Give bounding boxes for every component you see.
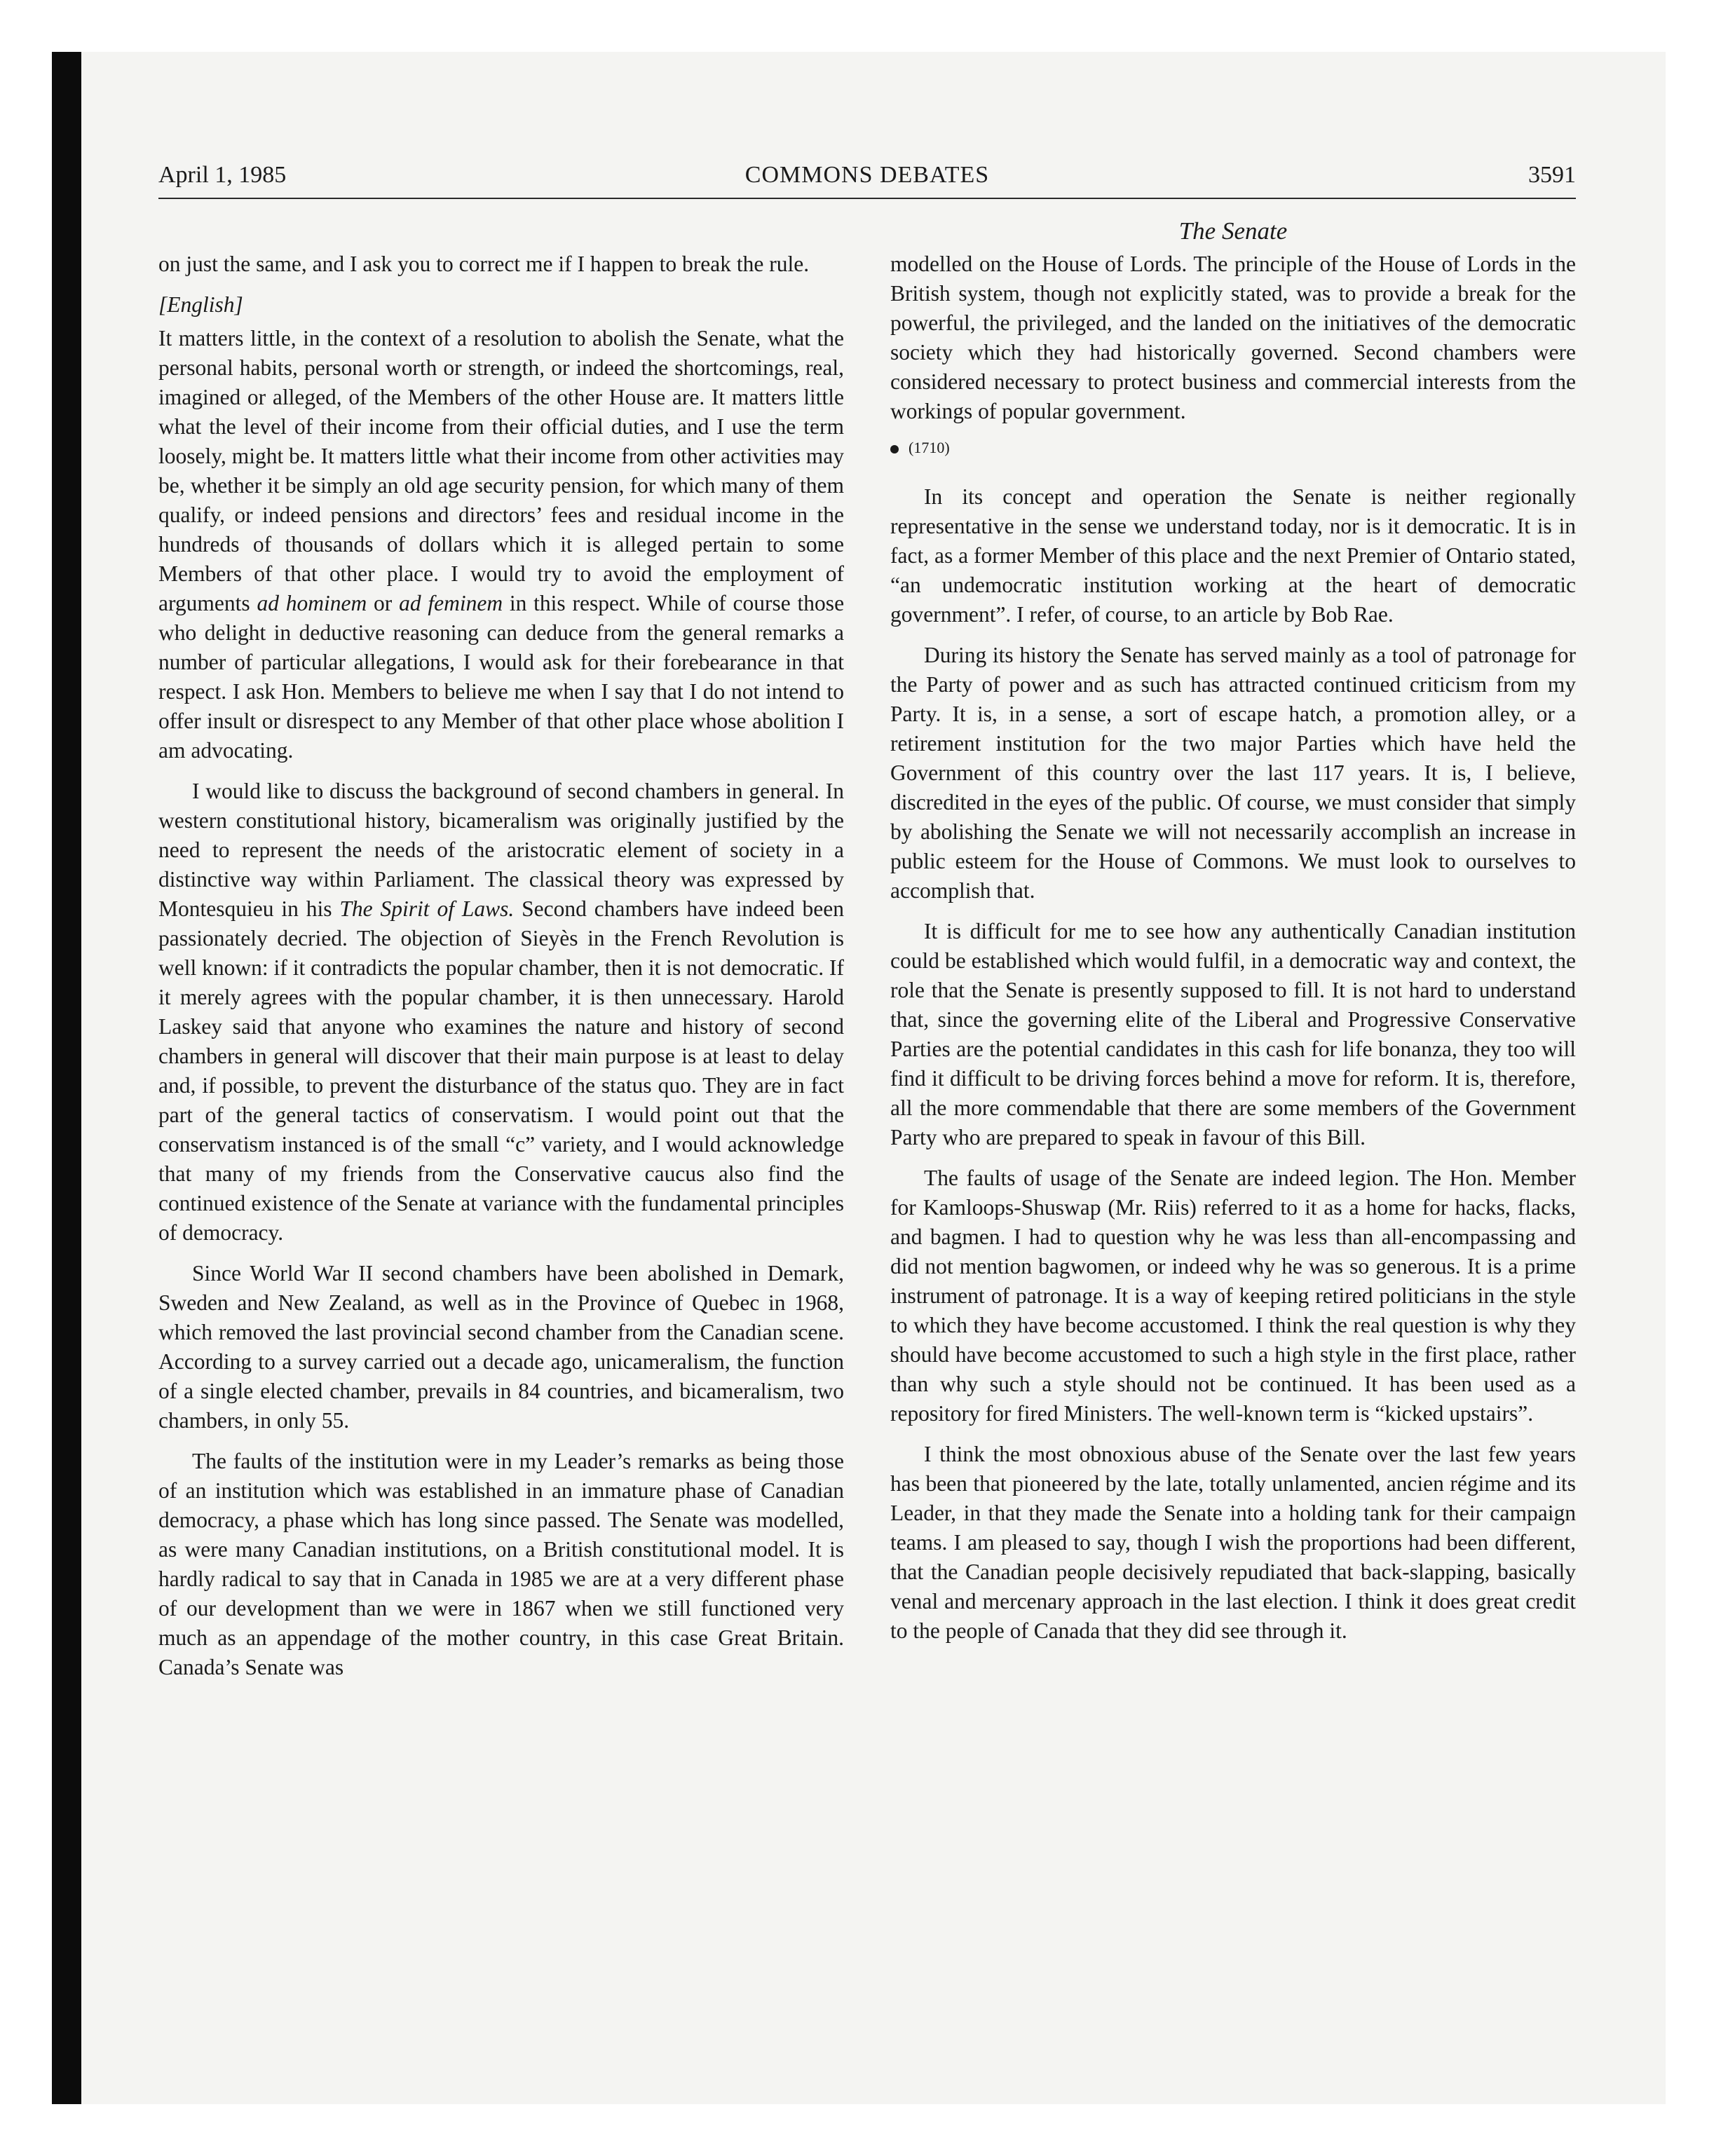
paragraph	[158, 777, 844, 1248]
header-title: COMMONS DEBATES	[744, 162, 990, 188]
paragraph: In its concept and operation the Senate is neither regionally representative in the sense we understand today, nor is it democratic. It is in fact, as a former Member of this place and the next Premier of Ontario stated, “an undemocratic institution working at the heart of democratic government”. I refer, of course, to an article by Bob Rae.	[890, 484, 1576, 627]
language-tag: [English]	[158, 292, 243, 317]
paragraph-text: Second chambers have indeed been passionately decried. The objection of Sieyès in the French Revolution is well known: if it contradicts the popular chamber, then it is not democratic. If it merely agrees with the popular chamber, it is then unnecessary. Harold Laskey said that anyone who examines the nature and history of second chambers in general will discover that their main purpose is at least to delay and, if possible, to prevent the disturbance of the status quo. They are in fact part of the general tactics of conservatism. I would point out that the conservatism instanced is of the small “c” variety, and I would acknowledge that many of my friends from the Conservative caucus also find the continued existence of the Senate at variance with the fundamental principles of democracy.	[158, 896, 844, 1245]
header-date: April 1, 1985	[158, 162, 287, 188]
paragraph: I think the most obnoxious abuse of the Senate over the last few years has been that pioneered by the late, totally unlamented, ancien régime and its Leader, in that they made the Senate into a holding tank for their campaign teams. I am pleased to say, though I wish the proportions had been different, that the Canadian people decisively repudiated that back-slapping, basically venal and mercenary approach in the last election. I think it does great credit to the people of Canada that they did see through it.	[890, 1442, 1576, 1643]
paragraph: on just the same, and I ask you to correct me if I happen to break the rule.	[158, 252, 810, 276]
time-marker-text: (1710)	[909, 439, 950, 456]
scan-edge-bar	[52, 52, 81, 2104]
right-column	[890, 250, 1576, 1657]
latin-term: ad feminem	[399, 591, 503, 615]
paragraph-text: I would like to discuss the background of second chambers in general. In western constitutional history, bicameralism was originally justified by the need to represent the needs of the aristocratic element of society in a distinctive way within Parliament. The classical theory was expressed by Montesquieu in his	[158, 779, 844, 921]
paragraph-text: It matters little, in the context of a resolution to abolish the Senate, what the personal habits, personal worth or strength, or indeed the shortcomings, real, imagined or alleged, of the Members of the other House are. It matters little what the level of their income from their official duties, and I use the term loosely, might be. It matters little what their income from other activities may be, whether it be simply an old age security pension, for which many of them qualify, or indeed pensions and directors’ fees and residual income in the hundreds of thousands of dollars which it is alleged pertain to some Members of that other place. I would try to avoid the employment of arguments	[158, 326, 844, 615]
latin-term: ad hominem	[257, 591, 367, 615]
paragraph: During its history the Senate has served mainly as a tool of patronage for the Party of power and as such has attracted continued criticism from my Party. It is, in a sense, a sort of escape hatch, a promotion alley, or a retirement institution for the two major Parties which have held the Government of this country over the last 117 years. It is, I believe, discredited in the eyes of the public. Of course, we must consider that simply by abolishing the Senate we will not necessarily accomplish an increase in public esteem for the House of Commons. We must look to ourselves to accomplish that.	[890, 643, 1576, 903]
subject-heading: The Senate	[1178, 217, 1288, 245]
page-header	[158, 160, 1576, 199]
bullet-icon	[890, 445, 899, 453]
book-title: The Spirit of Laws.	[339, 896, 515, 921]
left-column	[158, 250, 844, 1693]
header-page-number: 3591	[1528, 162, 1576, 188]
paragraph: The faults of the institution were in my Leader’s remarks as being those of an institution which was established in an immature phase of Canadian democracy, a phase which has long since passed. The Senate was modelled, as were many Canadian institutions, on a British constitutional model. It is hardly radical to say that in Canada in 1985 we are at a very different phase of our development than we were in 1867 when we still functioned very much as an appendage of the mother country, in this case Great Britain. Canada’s Senate was	[158, 1449, 844, 1679]
paragraph-text: in this respect. While of course those who delight in deductive reasoning can deduce from the general remarks a number of particular allegations, I would ask for their forebearance in that respect. I ask Hon. Members to believe me when I say that I do not intend to offer insult or disrespect to any Member of that other place whose abolition I am advocating.	[158, 591, 845, 763]
paragraph: The faults of usage of the Senate are indeed legion. The Hon. Member for Kamloops-Shuswap (Mr. Riis) referred to it as a home for hacks, flacks, and bagmen. I had to question why he was less than all-encompassing and did not mention bagwomen, or indeed why he was so generous. It is a prime instrument of patronage. It is a way of keeping retired politicians in the style to which they have become accustomed. I think the real question is why they should have become accustomed to such a high style in the first place, rather than why such a style should not be continued. It has been used as a repository for fired Ministers. The well-known term is “kicked upstairs”.	[890, 1166, 1576, 1426]
paragraph-text: or	[374, 591, 393, 615]
paragraph	[158, 324, 844, 765]
paragraph: Since World War II second chambers have been abolished in Demark, Sweden and New Zealand, as well as in the Province of Quebec in 1968, which removed the last provincial second chamber from the Canadian scene. According to a survey carried out a decade ago, unicameralism, the function of a single elected chamber, prevails in 84 countries, and bicameralism, two chambers, in only 55.	[158, 1261, 844, 1433]
time-marker	[890, 437, 1576, 458]
paragraph: modelled on the House of Lords. The principle of the House of Lords in the British system, though not explicitly stated, was to provide a break for the powerful, the privileged, and the landed on the initiatives of the democratic society which they had historically governed. Second chambers were considered necessary to protect business and commercial interests from the workings of popular government.	[890, 252, 1576, 423]
paragraph: It is difficult for me to see how any authentically Canadian institution could be established which would fulfil, in a democratic way and context, the role that the Senate is presently supposed to fill. It is not hard to understand that, since the governing elite of the Liberal and Progressive Conservative Parties are the potential candidates in this cash for life bonanza, they too will find it difficult to be driving forces behind a move for reform. It is, therefore, all the more commendable that there are some members of the Government Party who are prepared to speak in favour of this Bill.	[890, 919, 1576, 1149]
